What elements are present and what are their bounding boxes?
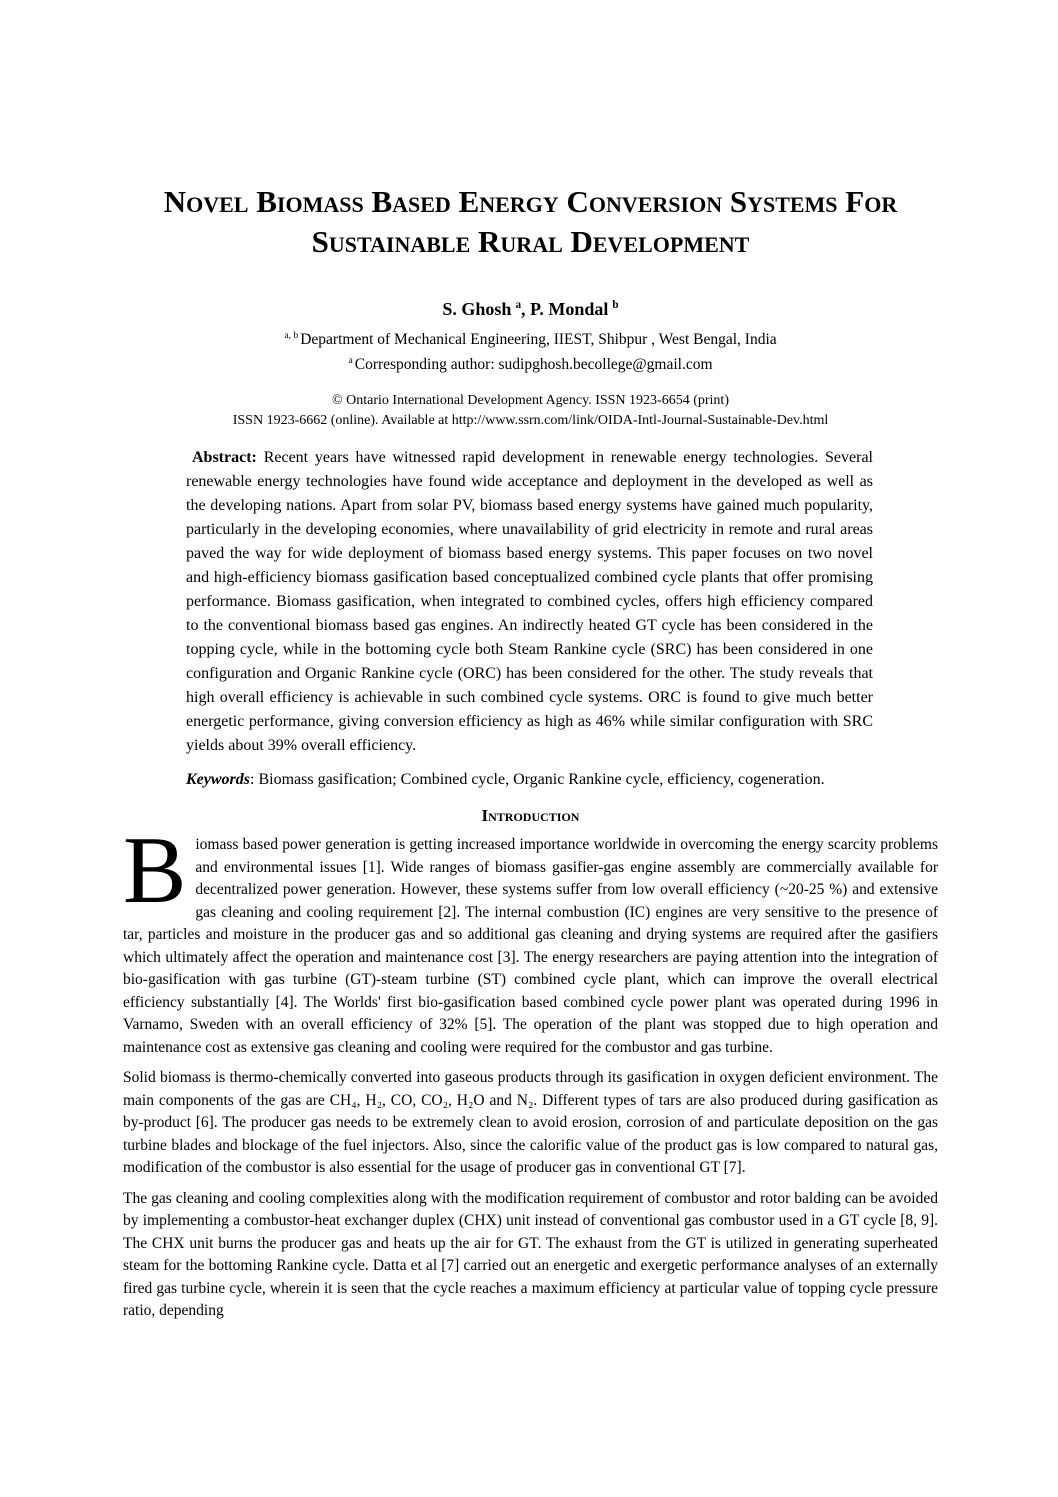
affiliation-text: Department of Mechanical Engineering, IIEST, Shibpur , West Bengal, India [300, 331, 777, 349]
intro-paragraph-1-text: iomass based power generation is getting increased importance worldwide in overcoming the energy scarcity problems and environmental issues [1]. Wide ranges of biomass gasifier-gas engine assembly are commercially available for decentralized power generation. However, these systems suffer from low overall efficiency (~20-25 %) and extensive gas cleaning and cooling requirement [2]. The internal combustion (IC) engines are very sensitive to the presence of tar, particles and moisture in the producer gas and so additional gas cleaning and drying systems are required after the gasifiers which ultimately affect the operation and maintenance cost [3]. The energy researchers are paying attention into the integration of bio-gasification with gas turbine (GT)-steam turbine (ST) combined cycle plant, which can improve the overall electrical efficiency substantially [4]. The Worlds' first bio-gasification based combined cycle power plant was operated during 1996 in Varnamo, Sweden with an overall efficiency of 32% [5]. The operation of the plant was stopped due to high operation and maintenance cost as extensive gas cleaning and cooling were required for the combustor and gas turbine. [123, 836, 938, 1056]
corresponding-superscript: a [348, 355, 353, 367]
introduction-heading: Introduction [481, 806, 580, 826]
author-name-1: S. Ghosh [442, 299, 512, 319]
paper-title [123, 182, 938, 262]
author-superscript-1: a [515, 299, 522, 311]
keywords-section [186, 768, 873, 792]
author-name-2: P. Mondal [530, 299, 609, 319]
abstract-label: Abstract: [192, 449, 257, 467]
corresponding-text: Corresponding author: sudipghosh.becollege@gmail.com [354, 356, 713, 374]
keywords-paragraph [186, 768, 873, 792]
author-superscript-2: b [612, 299, 619, 311]
keywords-label: Keywords [186, 771, 250, 789]
corresponding-author-line [123, 350, 938, 375]
page-content [123, 182, 938, 1323]
body-paragraph-2: Solid biomass is thermo-chemically converted into gaseous products through its gasification in oxygen deficient environment. The main components of the gas are CH₄, H₂, CO, CO₂, H₂O and N₂. Different types of tars are also produced during gasification as by-product [6]. The producer gas needs to be extremely clean to avoid erosion, corrosion of and particulate deposition on the gas turbine blades and blockage of the fuel injectors. Also, since the calorific value of the product gas is low compared to natural gas, modification of the combustor is also essential for the usage of producer gas in conventional GT [7]. [123, 1069, 938, 1177]
introduction-body [123, 817, 938, 1323]
abstract-paragraph [186, 446, 873, 758]
body-paragraph-3: The gas cleaning and cooling complexities along with the modification requirement of combustor and rotor balding can be avoided by implementing a combustor-heat exchanger duplex (CHX) unit instead of conventional gas combustor used in a GT cycle [8, 9]. The CHX unit burns the producer gas and heats up the air for GT. The exhaust from the GT is utilized in generating superheated steam for the bottoming Rankine cycle. Datta et al [7] carried out an energetic and exergetic performance analyses of an externally fired gas turbine cycle, wherein it is seen that the cycle reaches a maximum efficiency at particular value of topping cycle pressure ratio, depending [123, 1189, 938, 1320]
abstract-section [186, 446, 873, 758]
authors-separator: , [521, 299, 531, 319]
publisher-line-2: ISSN 1923-6662 (online). Available at http://www.ssrn.com/link/OIDA-Intl-Journal-Sustainable-Dev.html [232, 413, 829, 429]
paper-title-line1: Novel Biomass Based Energy Conversion Systems For [163, 184, 898, 219]
keywords-text: : Biomass gasification; Combined cycle, Organic Rankine cycle, efficiency, cogeneration. [250, 771, 825, 789]
affiliation-superscript: a, b [284, 330, 299, 341]
authors-line [123, 294, 938, 321]
abstract-text: Recent years have witnessed rapid development in renewable energy technologies. Several renewable energy technologies have found wide acceptance and deployment in the developed as well as the developing nations. Apart from solar PV, biomass based energy systems have gained much popularity, particularly in the developing economies, where unavailability of grid electricity in remote and rural areas paved the way for wide deployment of biomass based energy systems. This paper focuses on two novel and high-efficiency biomass gasification based conceptualized combined cycle plants that offer promising performance. Biomass gasification, when integrated to combined cycles, offers high efficiency compared to the conventional biomass based gas engines. An indirectly heated GT cycle has been considered in the topping cycle, while in the bottoming cycle both Steam Rankine cycle (SRC) has been considered in one configuration and Organic Rankine cycle (ORC) has been considered for the other. The study reveals that high overall efficiency is achievable in such combined cycle systems. ORC is found to give much better energetic performance, giving conversion efficiency as high as 46% while similar configuration with SRC yields about 39% overall efficiency. [186, 449, 874, 755]
publisher-line-1: © Ontario International Development Agency. ISSN 1923-6654 (print) [332, 393, 729, 409]
drop-cap: B [123, 817, 187, 924]
intro-paragraph-1 [123, 817, 938, 1059]
paper-title-line2: Sustainable Rural Development [311, 224, 750, 259]
publisher-block [123, 391, 938, 431]
affiliation-line [123, 325, 938, 350]
